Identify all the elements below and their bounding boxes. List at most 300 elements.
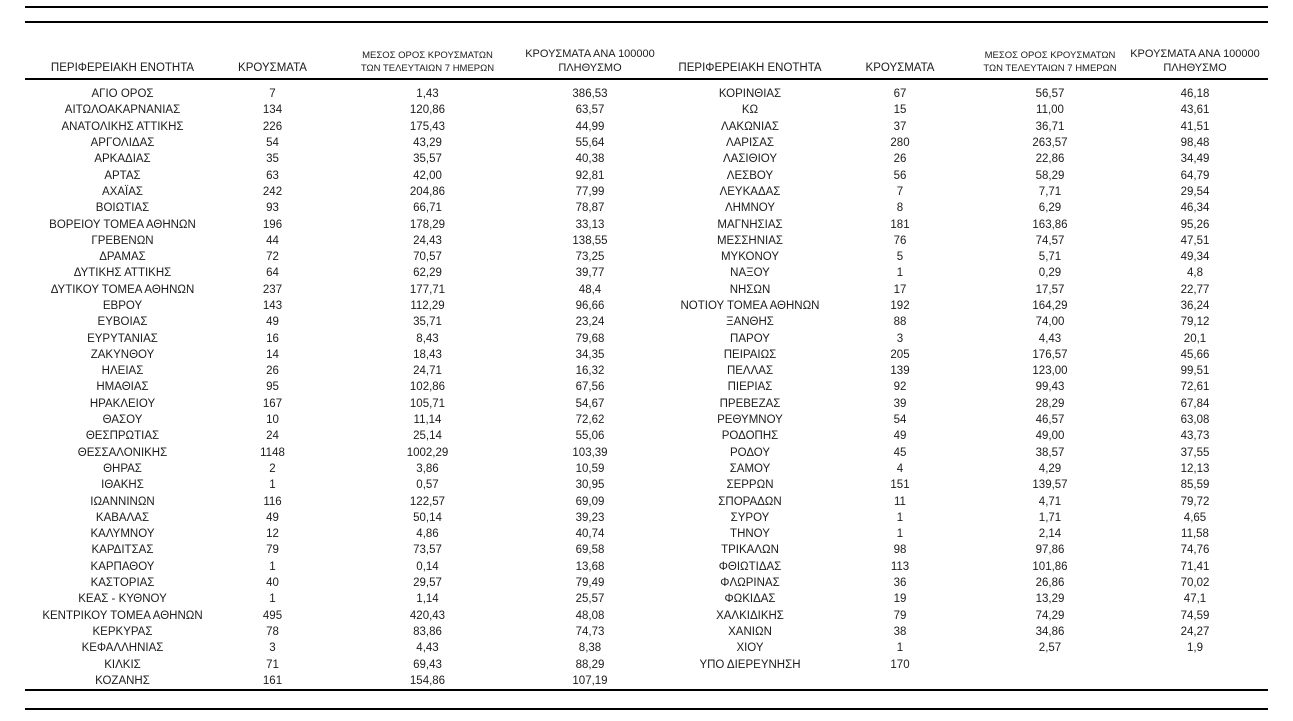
per100k-cell: 22,77	[1180, 283, 1210, 296]
cases-cell: 134	[262, 104, 283, 117]
cases-cell: 4	[896, 462, 904, 475]
per100k-cell: 74,76	[1180, 544, 1210, 557]
region-cell: ΤΡΙΚΑΛΩΝ	[721, 544, 779, 557]
per100k-cell: 64,79	[1180, 169, 1210, 182]
cases-cell: 280	[890, 137, 910, 150]
cases-cell: 151	[890, 479, 910, 492]
region-cell: ΘΗΡΑΣ	[103, 462, 142, 475]
cases-cell: 495	[262, 609, 283, 622]
table-row	[650, 233, 1270, 249]
table-body-left	[25, 86, 650, 689]
region-cell: ΠΡΕΒΕΖΑΣ	[719, 397, 781, 410]
per100k-cell: 85,59	[1180, 479, 1210, 492]
region-cell: ΧΑΝΙΩΝ	[728, 625, 772, 638]
avg7-cell: 73,57	[413, 544, 442, 557]
cases-cell: 37	[893, 120, 907, 133]
table-row	[650, 347, 1270, 363]
cases-cell: 113	[890, 560, 910, 573]
per100k-cell: 77,99	[575, 185, 605, 198]
region-cell: ΒΟΙΩΤΙΑΣ	[95, 202, 150, 215]
table-row	[650, 396, 1270, 412]
cases-cell: 226	[262, 120, 283, 133]
per100k-cell: 71,41	[1180, 560, 1210, 573]
cases-cell: 143	[262, 300, 283, 312]
table-row	[25, 347, 650, 363]
table-row	[25, 184, 650, 200]
cases-cell: 35	[266, 153, 279, 166]
avg7-cell: 74,29	[1035, 609, 1065, 622]
region-cell: ΠΑΡΟΥ	[730, 332, 770, 345]
header-avg7: ΜΕΣΟΣ ΟΡΟΣ ΚΡΟΥΣΜΑΤΩΝ ΤΩΝ ΤΕΛΕΥΤΑΙΩΝ 7 ΗΜΕΡΩΝ	[360, 50, 495, 74]
per100k-cell: 70,02	[1180, 577, 1210, 590]
avg7-cell: 74,00	[1035, 316, 1065, 329]
per100k-cell: 24,27	[1180, 625, 1210, 638]
cases-cell: 92	[893, 381, 907, 394]
avg7-cell: 24,71	[413, 365, 442, 378]
cases-cell: 38	[893, 625, 907, 638]
table-row	[25, 167, 650, 183]
per100k-cell: 41,51	[1180, 120, 1210, 133]
cases-cell: 1148	[260, 446, 285, 459]
avg7-cell: 177,71	[409, 283, 446, 296]
table-row	[25, 330, 650, 346]
per100k-cell: 37,55	[1180, 446, 1210, 459]
avg7-cell: 139,57	[1032, 479, 1068, 492]
region-cell: ΕΒΡΟΥ	[102, 300, 143, 312]
region-cell: ΗΡΑΚΛΕΙΟΥ	[89, 397, 156, 410]
cases-cell: 39	[893, 397, 907, 410]
avg7-cell: 175,43	[409, 120, 446, 133]
region-cell: ΑΙΤΩΛΟΑΚΑΡΝΑΝΙΑΣ	[64, 104, 181, 117]
per100k-cell: 33,13	[575, 218, 605, 231]
per100k-cell: 47,51	[1180, 234, 1210, 247]
table-header-row	[650, 40, 1270, 76]
region-cell: ΠΕΙΡΑΙΩΣ	[723, 348, 777, 361]
cases-cell: 8	[896, 202, 904, 215]
table-row	[650, 298, 1270, 314]
avg7-cell: 154,86	[409, 674, 446, 687]
table-row	[650, 477, 1270, 493]
table-row	[25, 249, 650, 265]
region-cell: ΑΡΚΑΔΙΑΣ	[94, 153, 151, 166]
header-region: ΠΕΡΙΦΕΡΕΙΑΚΗ ΕΝΟΤΗΤΑ	[50, 62, 195, 74]
region-cell: ΔΥΤΙΚΗΣ ΑΤΤΙΚΗΣ	[73, 267, 172, 280]
per100k-cell: 29,54	[1180, 185, 1210, 198]
header-cases: ΚΡΟΥΣΜΑΤΑ	[238, 62, 307, 74]
per100k-cell: 63,08	[1180, 414, 1210, 427]
header-cases: ΚΡΟΥΣΜΑΤΑ	[865, 62, 935, 74]
region-cell: ΔΡΑΜΑΣ	[99, 251, 146, 264]
region-cell: ΚΑΣΤΟΡΙΑΣ	[90, 577, 155, 590]
avg7-cell: 4,71	[1038, 495, 1062, 508]
table-left-half	[25, 40, 655, 689]
cases-cell: 76	[893, 234, 907, 247]
region-cell: ΚΩ	[741, 104, 759, 117]
region-cell: ΝΑΞΟΥ	[730, 267, 770, 280]
avg7-cell: 7,71	[1038, 185, 1062, 198]
cases-cell: 15	[893, 104, 907, 117]
table-row	[25, 151, 650, 167]
table-right-half	[650, 40, 1270, 673]
table-row	[650, 526, 1270, 542]
avg7-cell: 8,43	[416, 332, 439, 345]
table-row	[650, 575, 1270, 591]
per100k-cell: 40,74	[575, 528, 605, 541]
table-row	[25, 575, 650, 591]
region-cell: ΙΩΑΝΝΙΝΩΝ	[90, 495, 155, 508]
cases-cell: 26	[266, 365, 279, 378]
region-cell: ΛΑΣΙΘΙΟΥ	[722, 153, 778, 166]
region-cell: ΓΡΕΒΕΝΩΝ	[91, 234, 154, 247]
cases-cell: 24	[266, 430, 279, 443]
avg7-cell: 420,43	[409, 609, 446, 622]
cases-cell: 116	[263, 495, 282, 508]
avg7-cell: 13,29	[1035, 593, 1065, 606]
cases-cell: 205	[890, 348, 910, 361]
table-row	[650, 184, 1270, 200]
region-cell: ΣΥΡΟΥ	[730, 511, 770, 524]
region-cell: ΛΕΥΚΑΔΑΣ	[719, 185, 781, 198]
per100k-cell: 11,58	[1181, 528, 1209, 541]
cases-cell: 167	[262, 397, 283, 410]
table-row	[25, 412, 650, 428]
cases-cell: 56	[893, 169, 907, 182]
per100k-cell: 386,53	[572, 88, 608, 101]
region-cell: ΙΘΑΚΗΣ	[101, 479, 144, 492]
avg7-cell: 34,86	[1035, 625, 1065, 638]
avg7-cell: 2,14	[1038, 528, 1062, 541]
cases-cell: 54	[266, 137, 279, 150]
region-cell: ΑΡΤΑΣ	[104, 169, 141, 182]
cases-cell: 49	[266, 316, 279, 329]
region-cell: ΒΟΡΕΙΟΥ ΤΟΜΕΑ ΑΘΗΝΩΝ	[49, 218, 196, 231]
per100k-cell: 10,59	[575, 462, 605, 475]
cases-cell: 1	[269, 560, 276, 573]
table-row	[25, 591, 650, 607]
table-row	[25, 298, 650, 314]
region-cell: ΚΑΒΑΛΑΣ	[95, 511, 150, 524]
avg7-cell: 2,57	[1038, 642, 1062, 655]
cases-cell: 181	[890, 218, 910, 231]
region-cell: ΔΥΤΙΚΟΥ ΤΟΜΕΑ ΑΘΗΝΩΝ	[50, 283, 195, 296]
cases-cell: 12	[266, 528, 279, 541]
per100k-cell: 92,81	[575, 169, 605, 182]
region-cell: ΡΟΔΟΠΗΣ	[721, 430, 779, 443]
per100k-cell: 88,29	[575, 658, 605, 671]
per100k-cell: 69,58	[575, 544, 605, 557]
table-row	[650, 102, 1270, 118]
region-cell: ΦΛΩΡΙΝΑΣ	[720, 577, 780, 590]
per100k-cell: 79,49	[575, 577, 605, 590]
cases-cell: 88	[893, 316, 907, 329]
cases-cell: 36	[893, 577, 907, 590]
region-cell: ΛΕΣΒΟΥ	[726, 169, 774, 182]
cases-cell: 161	[262, 674, 283, 687]
region-cell: ΥΠΟ ΔΙΕΡΕΥΝΗΣΗ	[699, 658, 801, 671]
per100k-cell: 4,8	[1187, 267, 1203, 280]
cases-cell: 98	[893, 544, 907, 557]
region-cell: ΑΡΓΟΛΙΔΑΣ	[90, 137, 155, 150]
per100k-cell: 69,09	[575, 495, 605, 508]
region-cell: ΜΑΓΝΗΣΙΑΣ	[717, 218, 783, 231]
per100k-cell: 107,19	[572, 674, 608, 687]
per100k-cell: 23,24	[575, 316, 605, 329]
table-row	[25, 265, 650, 281]
region-cell: ΚΑΛΥΜΝΟΥ	[90, 528, 155, 541]
cases-cell: 44	[266, 234, 279, 247]
avg7-cell: 43,29	[413, 137, 442, 150]
avg7-cell: 112,29	[410, 300, 445, 312]
avg7-cell: 24,43	[413, 234, 442, 247]
table-row	[25, 559, 650, 575]
avg7-cell: 83,86	[413, 625, 442, 638]
cases-cell: 3	[896, 332, 904, 345]
per100k-cell: 47,1	[1183, 593, 1207, 606]
avg7-cell: 11,00	[1036, 104, 1064, 117]
table-row	[25, 673, 650, 689]
per100k-cell: 44,99	[575, 120, 605, 133]
per100k-cell: 79,68	[575, 332, 605, 345]
table-row	[650, 559, 1270, 575]
per100k-cell: 34,35	[575, 348, 605, 361]
region-cell: ΣΕΡΡΩΝ	[726, 479, 774, 492]
avg7-cell: 49,00	[1035, 430, 1065, 443]
table-row	[25, 86, 650, 102]
cases-cell: 1	[269, 593, 276, 606]
cases-cell: 7	[896, 185, 904, 198]
avg7-cell: 178,29	[409, 218, 446, 231]
per100k-cell: 55,06	[575, 430, 605, 443]
per100k-cell: 40,38	[575, 153, 605, 166]
table-row	[25, 656, 650, 672]
per100k-cell: 1,9	[1187, 642, 1203, 655]
per100k-cell: 43,73	[1180, 430, 1210, 443]
per100k-cell: 43,61	[1180, 104, 1210, 117]
avg7-cell: 1,43	[416, 88, 439, 101]
table-row	[25, 510, 650, 526]
table-row	[25, 396, 650, 412]
per100k-cell: 103,39	[572, 446, 608, 459]
region-cell: ΝΗΣΩΝ	[729, 283, 771, 296]
table-row	[650, 86, 1270, 102]
avg7-cell: 46,57	[1035, 414, 1065, 427]
per100k-cell: 96,66	[575, 300, 605, 312]
cases-cell: 64	[266, 267, 279, 280]
region-cell: ΑΓΙΟ ΟΡΟΣ	[91, 88, 154, 101]
table-row	[650, 656, 1270, 672]
table-row	[650, 591, 1270, 607]
table-row	[25, 216, 650, 232]
avg7-cell: 4,43	[1038, 332, 1062, 345]
bottom-rule-1	[25, 689, 1268, 691]
cases-cell: 71	[266, 658, 279, 671]
per100k-cell: 79,72	[1180, 495, 1210, 508]
cases-cell: 170	[890, 658, 910, 671]
table-row	[650, 216, 1270, 232]
per100k-cell: 45,66	[1180, 348, 1210, 361]
region-cell: ΣΠΟΡΑΔΩΝ	[718, 495, 782, 508]
cases-cell: 2	[269, 462, 276, 475]
avg7-cell: 66,71	[413, 202, 442, 215]
header-avg7: ΜΕΣΟΣ ΟΡΟΣ ΚΡΟΥΣΜΑΤΩΝ ΤΩΝ ΤΕΛΕΥΤΑΙΩΝ 7 ΗΜΕΡΩΝ	[983, 50, 1117, 74]
header-per100k: ΚΡΟΥΣΜΑΤΑ ΑΝΑ 100000 ΠΛΗΘΥΣΜΟ	[1130, 48, 1260, 74]
cases-cell: 11	[894, 495, 906, 508]
table-row	[650, 135, 1270, 151]
cases-cell: 95	[266, 381, 279, 394]
table-row	[650, 379, 1270, 395]
avg7-cell: 1,14	[416, 593, 439, 606]
region-cell: ΛΗΜΝΟΥ	[724, 202, 776, 215]
per100k-cell: 13,68	[575, 560, 605, 573]
table-row	[25, 526, 650, 542]
per100k-cell: 67,84	[1180, 397, 1210, 410]
avg7-cell: 99,43	[1035, 381, 1065, 394]
table-row	[650, 493, 1270, 509]
table-row	[25, 200, 650, 216]
avg7-cell: 176,57	[1032, 348, 1068, 361]
region-cell: ΠΙΕΡΙΑΣ	[727, 381, 773, 394]
cases-cell: 49	[893, 430, 907, 443]
cases-cell: 93	[266, 202, 279, 215]
cases-cell: 242	[262, 185, 283, 198]
table-row	[25, 135, 650, 151]
per100k-cell: 49,34	[1180, 251, 1210, 264]
avg7-cell: 42,00	[413, 169, 442, 182]
table-row	[650, 461, 1270, 477]
avg7-cell: 1,71	[1038, 511, 1062, 524]
per100k-cell: 74,73	[575, 625, 605, 638]
table-row	[650, 412, 1270, 428]
avg7-cell: 62,29	[413, 267, 442, 280]
cases-cell: 67	[893, 88, 907, 101]
cases-cell: 54	[893, 414, 907, 427]
region-cell: ΚΕΑΣ - ΚΥΘΝΟΥ	[78, 593, 167, 606]
region-cell: ΡΕΘΥΜΝΟΥ	[717, 414, 783, 427]
per100k-cell: 48,4	[578, 283, 602, 296]
per100k-cell: 73,25	[575, 251, 605, 264]
cases-cell: 45	[893, 446, 907, 459]
avg7-cell: 26,86	[1035, 577, 1065, 590]
table-row	[25, 445, 650, 461]
region-cell: ΣΑΜΟΥ	[729, 462, 771, 475]
table-row	[650, 265, 1270, 281]
cases-cell: 196	[262, 218, 283, 231]
avg7-cell: 4,29	[1038, 462, 1062, 475]
region-cell: ΕΥΡΥΤΑΝΙΑΣ	[87, 332, 158, 345]
avg7-cell: 38,57	[1035, 446, 1065, 459]
table-row	[25, 608, 650, 624]
per100k-cell: 79,12	[1180, 316, 1210, 329]
region-cell: ΗΜΑΘΙΑΣ	[96, 381, 149, 394]
table-row	[25, 282, 650, 298]
table-row	[25, 119, 650, 135]
table-row	[650, 510, 1270, 526]
table-row	[25, 542, 650, 558]
per100k-cell: 74,59	[1180, 609, 1210, 622]
region-cell: ΦΩΚΙΔΑΣ	[724, 593, 776, 606]
table-row	[650, 640, 1270, 656]
avg7-cell: 56,57	[1035, 88, 1065, 101]
region-cell: ΚΑΡΔΙΤΣΑΣ	[91, 544, 154, 557]
per100k-cell: 99,51	[1180, 365, 1210, 378]
cases-cell: 19	[893, 593, 907, 606]
table-row	[25, 461, 650, 477]
region-cell: ΘΕΣΣΑΛΟΝΙΚΗΣ	[77, 446, 168, 459]
table-row	[650, 282, 1270, 298]
avg7-cell: 0,29	[1038, 267, 1062, 280]
avg7-cell: 35,71	[413, 316, 442, 329]
table-row	[650, 363, 1270, 379]
per100k-cell: 34,49	[1180, 153, 1210, 166]
avg7-cell: 69,43	[413, 658, 442, 671]
table-row	[25, 314, 650, 330]
per100k-cell: 46,34	[1180, 202, 1210, 215]
region-cell: ΠΕΛΛΑΣ	[726, 365, 774, 378]
region-cell: ΑΝΑΤΟΛΙΚΗΣ ΑΤΤΙΚΗΣ	[61, 120, 184, 133]
cases-cell: 79	[893, 609, 907, 622]
table-row	[650, 200, 1270, 216]
avg7-cell: 101,86	[1032, 560, 1068, 573]
region-cell: ΚΑΡΠΑΘΟΥ	[90, 560, 155, 573]
table-row	[25, 379, 650, 395]
region-cell: ΚΟΖΑΝΗΣ	[95, 674, 150, 687]
avg7-cell: 4,86	[416, 528, 439, 541]
table-row	[25, 493, 650, 509]
per100k-cell: 39,23	[575, 511, 605, 524]
region-cell: ΖΑΚΥΝΘΟΥ	[90, 348, 155, 361]
avg7-cell: 102,86	[409, 381, 446, 394]
avg7-cell: 123,00	[1032, 365, 1068, 378]
cases-cell: 72	[266, 251, 279, 264]
avg7-cell	[950, 656, 1150, 672]
avg7-cell: 29,57	[413, 577, 442, 590]
bottom-rule-2	[25, 708, 1268, 710]
cases-cell: 78	[266, 625, 279, 638]
per100k-cell: 16,32	[575, 365, 605, 378]
table-header-row	[25, 40, 655, 76]
per100k-cell: 55,64	[575, 137, 605, 150]
region-cell: ΧΙΟΥ	[736, 642, 764, 655]
table-row	[25, 233, 650, 249]
table-body-right	[650, 86, 1270, 673]
per100k-cell: 138,55	[572, 234, 608, 247]
table-row	[25, 624, 650, 640]
table-row	[650, 445, 1270, 461]
region-cell: ΧΑΛΚΙΔΙΚΗΣ	[716, 609, 784, 622]
region-cell: ΚΕΡΚΥΡΑΣ	[92, 625, 153, 638]
cases-cell: 17	[893, 283, 907, 296]
region-cell: ΡΟΔΟΥ	[729, 446, 771, 459]
header-per100k: ΚΡΟΥΣΜΑΤΑ ΑΝΑ 100000 ΠΛΗΘΥΣΜΟ	[525, 48, 655, 74]
table-row	[25, 640, 650, 656]
cases-cell: 10	[266, 414, 279, 427]
cases-cell: 7	[269, 88, 276, 101]
avg7-cell: 70,57	[413, 251, 442, 264]
per100k-cell: 30,95	[575, 479, 605, 492]
region-cell: ΘΕΣΠΡΩΤΙΑΣ	[85, 430, 160, 443]
table-row	[650, 167, 1270, 183]
cases-cell: 1	[269, 479, 276, 492]
cases-cell: 79	[266, 544, 279, 557]
cases-cell: 3	[269, 642, 276, 655]
per100k-cell: 98,48	[1180, 137, 1210, 150]
avg7-cell: 28,29	[1035, 397, 1065, 410]
cases-cell: 14	[266, 348, 279, 361]
per100k-cell	[1150, 656, 1240, 672]
avg7-cell: 25,14	[413, 430, 442, 443]
region-cell: ΦΘΙΩΤΙΔΑΣ	[718, 560, 782, 573]
per100k-cell: 39,77	[575, 267, 605, 280]
